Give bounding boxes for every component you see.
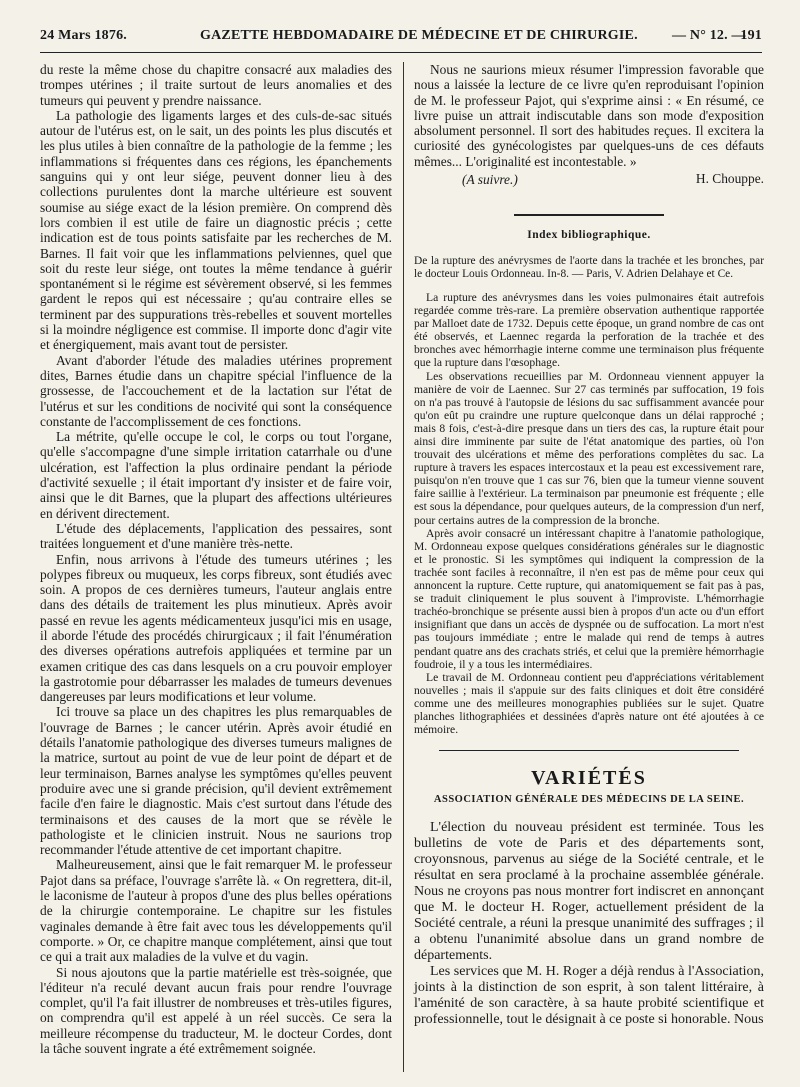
left-column xyxy=(40,62,392,1056)
varietes-paragraph: L'élection du nouveau président est terminée. Tous les bulletins de vote de Paris et des départements sont, croyonsnous, parvenus au siége de la Société centrale, et le résultat en sera proclamé à la prochaine assemblée générale. Nous ne croyons pas nous montrer fort indiscret en annonçant que M. le docteur H. Roger, actuellement président de la Société centrale, a réuni la presque unanimité des suffrages ; il a obtenu l'unanimité absolue dans un grand nombre de départements. xyxy=(414,819,764,963)
index-heading: Index bibliographique. xyxy=(527,228,651,241)
section-rule xyxy=(514,214,664,216)
header-rule xyxy=(40,52,762,53)
to-be-continued: (A suivre.) xyxy=(462,172,518,188)
left-paragraph: L'étude des déplacements, l'application des pessaires, sont traitées longuement et d'une manière très-nette. xyxy=(40,520,392,552)
column-divider xyxy=(403,62,404,1072)
varietes-paragraph: Les services que M. H. Roger a déjà rendus à l'Association, joints à la distinction de son esprit, à son talent littéraire, à l'aménité de son caractère, à sa haute probité scientifique et professionnelle, tout le désignait à ce poste si honorable. Nous xyxy=(414,963,764,1027)
index-entry xyxy=(414,255,764,736)
author-signature: H. Chouppe. xyxy=(695,171,764,187)
section-subheading: ASSOCIATION GÉNÉRALE DES MÉDECINS DE LA SEINE. xyxy=(433,794,745,806)
left-paragraph: Enfin, nous arrivons à l'étude des tumeurs utérines ; les polypes fibreux ou muqueux, les corps fibreux, sont étudiés avec soin. A propos de ces dernières tumeurs, l'auteur anglais entre dans des détails de traitement les plus minutieux. Après avoir passé en revue les agents médicamenteux jusqu'ici mis en usage, il aborde l'étude des procédés chirurgicaux ; il fait l'énumération des diverses opérations autrefois appliquées et termine par un examen critique des cas dans lesquels on a cru pouvoir employer la gastrotomie pour débarrasser les malades de tumeurs devenues dangereuses par leurs modifications et leur volume. xyxy=(40,551,392,705)
right-column xyxy=(414,62,764,1028)
left-paragraph: Si nous ajoutons que la partie matérielle est très-soignée, que l'éditeur n'a reculé devant aucun frais pour rendre l'ouvrage complet, qu'il l'a fait illustrer de nombreuses et très-utiles figures, on comprendra qu'il est appelé à un réel succès. Ce sera la meilleure récompense du traducteur, M. le docteur Cordes, dont la tâche souvent ingrate a été extrêmement soignée. xyxy=(40,964,392,1056)
review-conclusion: Nous ne saurions mieux résumer l'impression favorable que nous a laissée la lecture de ce livre qu'en reproduisant l'opinion de M. le professeur Pajot, qui s'exprime ainsi : « En résumé, ce livre puise un attrait indiscutable dans son mode d'exposition absolument personnel. Il sort des habitudes reçues. Il excitera la curiosité des gynécologistes par quelques-uns de ces défauts mêmes... L'originalité est incontestable. » xyxy=(414,62,764,169)
section-heading-varietes: VARIÉTÉS xyxy=(531,767,647,790)
index-paragraph: Après avoir consacré un intéressant chapitre à l'anatomie pathologique, M. Ordonneau expose quelques considérations générales sur le diagnostic et le pronostic. Si les symptômes qui indiquent la compression de la trachée sont faciles à reconnaître, il n'en est pas de même pour ceux qui annoncent la rupture. Cette rupture, qui anatomiquement se fait pas à pas, se traduit cliniquement le plus souvent à l'improviste. L'hémorrhagie trachéo-bronchique se présente aussi bien à propos d'un acte ou d'un effort insignifiant que dans un accès de dyspnée ou de suffocation. La mort n'est pas toujours immédiate ; entre le malade qui rend de temps à autres pendant quatre ans des crachats striés, et celui que la première hémorrhagie foudroie, il y a tous les intermédiaires. xyxy=(414,526,764,671)
index-entry-title: De la rupture des anévrysmes de l'aorte dans la trachée et les bronches, par le docteur Louis Ordonneau. In-8. — Paris, V. Adrien Delahaye et Ce. xyxy=(414,254,764,280)
section-rule xyxy=(439,750,739,751)
left-paragraph: Avant d'aborder l'étude des maladies utérines proprement dites, Barnes étudie dans un chapitre spécial l'influence de la grossesse, de l'accouchement et de la lactation sur l'état de l'utérus et sur les conditions de nocivité qui sont la conséquence constante de l'accomplissement de ces fonctions. xyxy=(40,352,392,429)
index-paragraph: Les observations recueillies par M. Ordonneau viennent appuyer la manière de voir de Laennec. Sur 27 cas terminés par suffocation, 19 fois on n'a pas trouvé à l'autopsie de lésions du sac suffisamment avancée pour qu'on eût pu craindre une rupture quelconque dans un délai rapproché ; mais 8 fois, c'est-à-dire presque dans un tiers des cas, la rupture était pour ainsi dire imminente par suite de l'état anatomique des parties, où l'on trouvait des ulcérations et même des perforations complètes du sac. La rupture à travers les espaces intercostaux et la peau est excessivement rare, puisqu'on n'en trouve que 1 cas sur 76, bien que la tumeur vienne souvent faire saillie à l'extérieur. La terminaison par pneumonie est fréquente ; elle est sous la dépendance, pour quelques auteurs, de la compression d'un nerf, pour certains autres de la compression de la bronche. xyxy=(414,369,764,527)
index-paragraph: La rupture des anévrysmes dans les voies pulmonaires était autrefois regardée comme très-rare. La première observation authentique rapportée par Malloet date de 1732. Depuis cette époque, un grand nombre de cas ont été observés, et Laennec regarda la perforation de la trachée et des bronches avec hémorrhagie interne comme une terminaison plus fréquente que la rupture dans l'œsophage. xyxy=(414,290,764,370)
index-paragraph: Le travail de M. Ordonneau contient peu d'appréciations véritablement nouvelles ; mais il s'appuie sur des faits cliniques et doit être considéré comme une des meilleures monographies publiées sur le sujet. Quatre planches lithographiées et dessinées d'après nature ont été ajoutées à ce mémoire. xyxy=(414,670,764,737)
header-date: 24 Mars 1876. xyxy=(40,28,127,43)
left-paragraph: Ici trouve sa place un des chapitres les plus remarquables de l'ouvrage de Barnes ; le cancer utérin. Après avoir étudié en détails l'anatomie pathologique des diverses tumeurs malignes de la matrice, surtout au point de vue de leur point de départ et de leur terminaison, Barnes analyse les symptômes qu'elles peuvent produire avec une si grande précision, qu'il devient extrêmement facile d'en faire le diagnostic. Mais c'est surtout dans l'étude des terminaisons et des causes de la mort que se révèle le pathologiste et le clinicien instruit. Nous ne saurions trop recommander l'étude attentive de cet important chapitre. xyxy=(40,704,392,858)
left-paragraph: du reste la même chose du chapitre consacré aux maladies des trompes utérines ; il traite surtout de leurs anomalies et des tumeurs qui peuvent y prendre naissance. xyxy=(40,62,392,108)
running-header xyxy=(40,28,762,50)
left-paragraph: La métrite, qu'elle occupe le col, le corps ou tout l'organe, qu'elle s'accompagne d'une simple irritation catarrhale ou d'une ulcération, est l'affection la plus ordinaire pendant la période d'activité sexuelle ; il était important d'y insister et de faire voir, ainsi que le dit Barnes, que la plupart des affections ultérieures en dérivent directement. xyxy=(40,429,392,521)
left-paragraph: La pathologie des ligaments larges et des culs-de-sac situés autour de l'utérus est, on le sait, un des points les plus discutés et les plus utiles à bien connaître de la pathologie de la femme ; les inflammations si fréquentes dans ces régions, les épanchements sanguins qui y ont leur siége, peuvent donner lieu à des collections purulentes dont la marche ultérieure est souvent soumise au siége exact de la lésion première. On comprend dès lors combien il est utile de faire un diagnostic précis ; cette indication est de tous points satisfaite par les recherches de M. Barnes. Il fait voir que les inflammations pelviennes, quel que soit du reste leur siége, ont toutes la même tendance à guérir spontanément si le régime est sévèrement observé, si les femmes gardent le repos qui est nécessaire ; qu'au contraire elles se terminent par des suppurations très-rebelles et souvent mortelles si la moindre négligence est commise. Il importe donc d'agir vite et énergiquement, mais avant tout de persister. xyxy=(40,107,392,353)
header-issue-number: — N° 12. — xyxy=(672,28,746,43)
left-paragraph: Malheureusement, ainsi que le fait remarquer M. le professeur Pajot dans sa préface, l'ouvrage s'arrête là. « On regrettera, dit-il, le laconisme de l'auteur à propos d'une des plus belles opérations de la chirurgie contemporaine. Le chapitre sur les fistules vaginales demande à être fait avec tous les développements qu'il comporte. » Or, ce chapitre manque complétement, ainsi que tout ce qui a trait aux maladies de la vulve et du vagin. xyxy=(40,857,392,965)
header-page-number: 191 xyxy=(740,28,762,43)
varietes-body xyxy=(414,820,764,1028)
header-journal-title: GAZETTE HEBDOMADAIRE DE MÉDECINE ET DE CHIRURGIE. xyxy=(200,28,638,43)
